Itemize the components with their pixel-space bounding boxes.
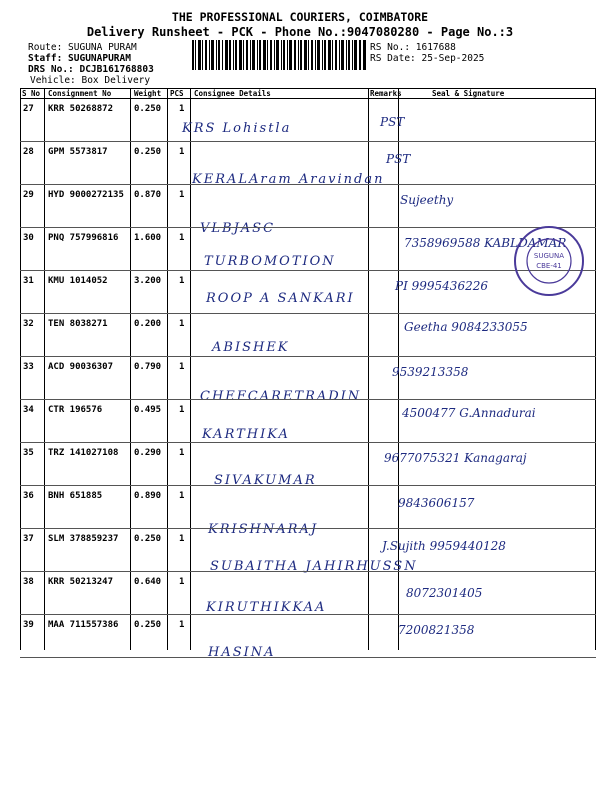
row-signature-handwritten: J.Sujith 9959440128	[382, 539, 506, 553]
row-pcs: 1	[179, 534, 185, 544]
row-signature-handwritten: 7200821358	[398, 623, 475, 637]
row-consignment-number: KRR 50213247	[48, 577, 114, 587]
row-signature-handwritten: PST	[386, 152, 411, 166]
row-weight: 0.250	[134, 104, 162, 114]
row-consignee-handwritten: ROOP A SANKARI	[206, 291, 355, 306]
row-sno: 36	[23, 491, 34, 501]
row-consignment-number: BNH 651885	[48, 491, 103, 501]
row-signature-handwritten: 9539213358	[392, 365, 469, 379]
table-row	[20, 314, 596, 356]
row-sno: 28	[23, 147, 34, 157]
svg-text:SUGUNA: SUGUNA	[533, 252, 565, 260]
header-weight: Weight	[134, 89, 162, 98]
rs-number: RS No.: 1617688	[370, 42, 456, 53]
barcode-image	[192, 40, 366, 70]
row-weight: 0.200	[134, 319, 162, 329]
row-pcs: 1	[179, 362, 185, 372]
row-weight: 0.250	[134, 620, 162, 630]
row-sno: 38	[23, 577, 34, 587]
row-pcs: 1	[179, 577, 185, 587]
table-row	[20, 572, 596, 614]
row-signature-handwritten: 9677075321 Kanagaraj	[384, 451, 527, 465]
row-weight: 3.200	[134, 276, 162, 286]
row-consignee-handwritten: KARTHIKA	[202, 427, 290, 442]
drs-number: DRS No.: DCJB161768803	[28, 64, 154, 75]
header-consignee-details: Consignee Details	[194, 89, 271, 98]
header-consignment: Consignment No	[48, 89, 112, 98]
row-weight: 0.290	[134, 448, 162, 458]
row-consignee-handwritten: VLBJASC	[200, 221, 276, 236]
row-weight: 0.250	[134, 147, 162, 157]
row-sno: 30	[23, 233, 34, 243]
row-consignment-number: PNQ 757996816	[48, 233, 119, 243]
row-consignee-handwritten: HASINA	[208, 645, 276, 660]
row-sno: 31	[23, 276, 34, 286]
table-row	[20, 271, 596, 313]
rs-date: RS Date: 25-Sep-2025	[370, 53, 485, 64]
row-weight: 0.495	[134, 405, 162, 415]
row-sno: 35	[23, 448, 34, 458]
row-consignment-number: MAA 711557386	[48, 620, 119, 630]
row-consignee-handwritten: KRISHNARAJ	[208, 522, 319, 537]
row-sno: 27	[23, 104, 34, 114]
row-sno: 34	[23, 405, 34, 415]
table-row	[20, 400, 596, 442]
row-consignee-handwritten: KERALAram Aravindan	[192, 172, 385, 187]
row-consignment-number: ACD 90036307	[48, 362, 114, 372]
row-consignee-handwritten: CHEFCARETRADIN	[200, 389, 362, 404]
row-sno: 33	[23, 362, 34, 372]
row-pcs: 1	[179, 104, 185, 114]
row-weight: 0.790	[134, 362, 162, 372]
runsheet-table	[20, 88, 596, 660]
row-signature-handwritten: 7358969588 KABLDAMAR	[404, 236, 567, 250]
row-weight: 1.600	[134, 233, 162, 243]
vehicle-text: Vehicle: Box Delivery	[30, 75, 151, 86]
table-row	[20, 443, 596, 488]
row-consignment-number: GPM 5573817	[48, 147, 108, 157]
header-sno: S No	[22, 89, 41, 98]
row-sno: 32	[23, 319, 34, 329]
row-consignment-number: CTR 196576	[48, 405, 103, 415]
row-consignment-number: TRZ 141027108	[48, 448, 119, 458]
row-pcs: 1	[179, 491, 185, 501]
row-pcs: 1	[179, 319, 185, 329]
runsheet-subtitle: Delivery Runsheet - PCK - Phone No.:9047080280 - Page No.:3	[86, 25, 514, 39]
row-signature-handwritten: 4500477 G.Annadurai	[402, 406, 536, 420]
row-weight: 0.250	[134, 534, 162, 544]
table-row	[20, 99, 596, 141]
row-pcs: 1	[179, 233, 185, 243]
row-sno: 29	[23, 190, 34, 200]
row-consignment-number: HYD 9000272135	[48, 190, 124, 200]
staff-text: Staff: SUGUNAPURAM	[28, 53, 131, 64]
row-pcs: 1	[179, 147, 185, 157]
row-pcs: 1	[179, 276, 185, 286]
table-row	[20, 142, 596, 187]
row-pcs: 1	[179, 448, 185, 458]
row-pcs: 1	[179, 620, 185, 630]
row-sno: 37	[23, 534, 34, 544]
table-row	[20, 615, 596, 660]
table-row	[20, 486, 596, 537]
row-consignee-handwritten: ABISHEK	[212, 340, 290, 355]
table-row	[20, 357, 596, 404]
row-signature-handwritten: 8072301405	[406, 586, 483, 600]
row-signature-handwritten: Geetha 9084233055	[404, 320, 528, 334]
header-remarks: Remarks	[370, 89, 402, 98]
row-signature-handwritten: PI 9995436226	[395, 279, 488, 293]
table-row	[20, 529, 596, 574]
row-consignee-handwritten: SUBAITHA JAHIRHUSSN	[210, 559, 418, 574]
row-weight: 0.640	[134, 577, 162, 587]
row-consignee-handwritten: KIRUTHIKKAA	[206, 600, 327, 615]
row-signature-handwritten: 9843606157	[398, 496, 475, 510]
row-consignment-number: KRR 50268872	[48, 104, 114, 114]
row-consignment-number: SLM 378859237	[48, 534, 119, 544]
svg-text:CBE-41: CBE-41	[536, 262, 562, 270]
row-consignee-handwritten: SIVAKUMAR	[214, 473, 317, 488]
row-weight: 0.870	[134, 190, 162, 200]
company-title: THE PROFESSIONAL COURIERS, COIMBATORE	[171, 10, 429, 24]
header-pcs: PCS	[170, 89, 184, 98]
row-pcs: 1	[179, 190, 185, 200]
table-row	[20, 228, 596, 270]
row-signature-handwritten: Sujeethy	[400, 193, 454, 207]
row-sno: 39	[23, 620, 34, 630]
row-pcs: 1	[179, 405, 185, 415]
row-signature-handwritten: PST	[380, 115, 405, 129]
row-consignment-number: TEN 8038271	[48, 319, 108, 329]
row-consignee-handwritten: TURBOMOTION	[204, 254, 336, 269]
row-consignment-number: KMU 1014052	[48, 276, 108, 286]
table-row	[20, 185, 596, 236]
stamp-seal	[512, 224, 586, 298]
header-seal-signature: Seal & Signature	[432, 89, 505, 98]
route-text: Route: SUGUNA PURAM	[28, 42, 137, 53]
row-consignee-handwritten: KRS Lohistla	[182, 121, 292, 136]
row-weight: 0.890	[134, 491, 162, 501]
